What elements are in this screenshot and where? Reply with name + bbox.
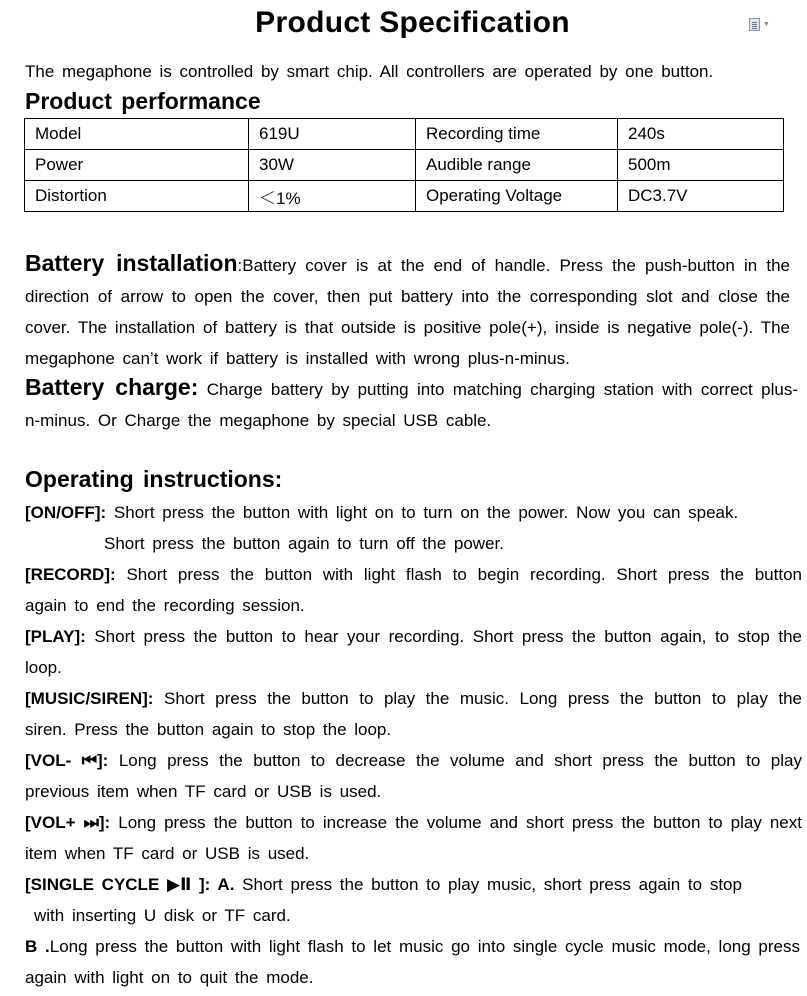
instruction-single-cycle-b <box>25 931 802 993</box>
table-row <box>25 119 784 150</box>
instruction-label: [ON/OFF]: <box>25 503 107 522</box>
performance-table <box>24 118 784 212</box>
instruction-music-siren <box>25 683 802 745</box>
table-cell: 500m <box>618 150 784 181</box>
instruction-label: [SINGLE CYCLE ▶Ⅱ ]: A. <box>25 875 235 894</box>
instruction-text: Short press the button to play music, short press again to stop <box>234 875 742 894</box>
instruction-label: B . <box>25 937 50 956</box>
instruction-label: [MUSIC/SIREN]: <box>25 689 154 708</box>
instruction-vol-up <box>25 807 802 869</box>
table-cell: 240s <box>618 119 784 150</box>
instruction-text: Short press the button to hear your recording. Short press the button again, to stop the loop. <box>25 627 802 677</box>
table-cell: Audible range <box>416 150 618 181</box>
instruction-record <box>25 559 802 621</box>
battery-charge-heading: Battery charge: <box>25 374 199 400</box>
performance-heading: Product performance <box>25 88 261 114</box>
instruction-continuation: Short press the button again to turn off the power. <box>104 534 504 553</box>
instruction-text: Long press the button with light flash to let music go into single cycle music mode, long press again with light on to quit the mode. <box>25 937 800 987</box>
page-title: Product Specification <box>255 6 570 39</box>
table-cell: ＜1% <box>249 181 416 212</box>
table-cell: Model <box>25 119 249 150</box>
instruction-vol-down <box>25 745 802 807</box>
instruction-label: [RECORD]: <box>25 565 116 584</box>
table-cell: Operating Voltage <box>416 181 618 212</box>
instruction-on-off <box>25 497 802 528</box>
table-cell: 619U <box>249 119 416 150</box>
table-cell: 30W <box>249 150 416 181</box>
instruction-play <box>25 621 802 683</box>
instruction-text: Long press the button to increase the volume and short press the button to play next item when TF card or USB is used. <box>25 813 802 863</box>
table-cell: Distortion <box>25 181 249 212</box>
battery-installation-text: :Battery cover is at the end of handle. Press the push-button in the direction of arrow to open the cover, then put battery into the corresponding slot and close the cover. The installation of battery is that outside is positive pole(+), inside is negative pole(-). The megaphone can’t work if battery is installed with wrong plus-n-minus. <box>25 256 791 368</box>
instruction-label: [VOL+ ⏭]: <box>25 813 111 832</box>
instruction-text: Short press the button with light flash to begin recording. Short press the button again to end the recording session. <box>25 565 802 615</box>
instruction-text: Long press the button to decrease the volume and short press the button to play previous item when TF card or USB is used. <box>25 751 802 801</box>
instruction-label: [VOL- ⏮]: <box>25 751 109 770</box>
operating-instructions <box>25 497 802 993</box>
instruction-text: Short press the button with light on to turn on the power. Now you can speak. <box>106 503 739 522</box>
battery-installation-heading: Battery installation <box>25 250 238 276</box>
operating-heading: Operating instructions: <box>25 466 283 492</box>
table-cell: Power <box>25 150 249 181</box>
table-row <box>25 150 784 181</box>
instruction-single-cycle-a <box>25 869 802 900</box>
intro-text: The megaphone is controlled by smart chip. All controllers are operated by one button. <box>25 62 714 81</box>
battery-installation-paragraph <box>25 248 790 374</box>
table-cell: DC3.7V <box>618 181 784 212</box>
instruction-continuation: with inserting U disk or TF card. <box>34 906 291 925</box>
table-cell: Recording time <box>416 119 618 150</box>
instruction-label: [PLAY]: <box>25 627 86 646</box>
battery-charge-text: Charge battery by putting into matching charging station with correct plus-n-minus. Or Charge the megaphone by special USB cable. <box>25 380 798 430</box>
dropdown-caret-icon: ▼ <box>763 20 770 28</box>
instruction-text: Short press the button to play the music. Long press the button to play the siren. Press the button again to stop the loop. <box>25 689 802 739</box>
battery-charge-paragraph <box>25 372 798 436</box>
table-row <box>25 181 784 212</box>
